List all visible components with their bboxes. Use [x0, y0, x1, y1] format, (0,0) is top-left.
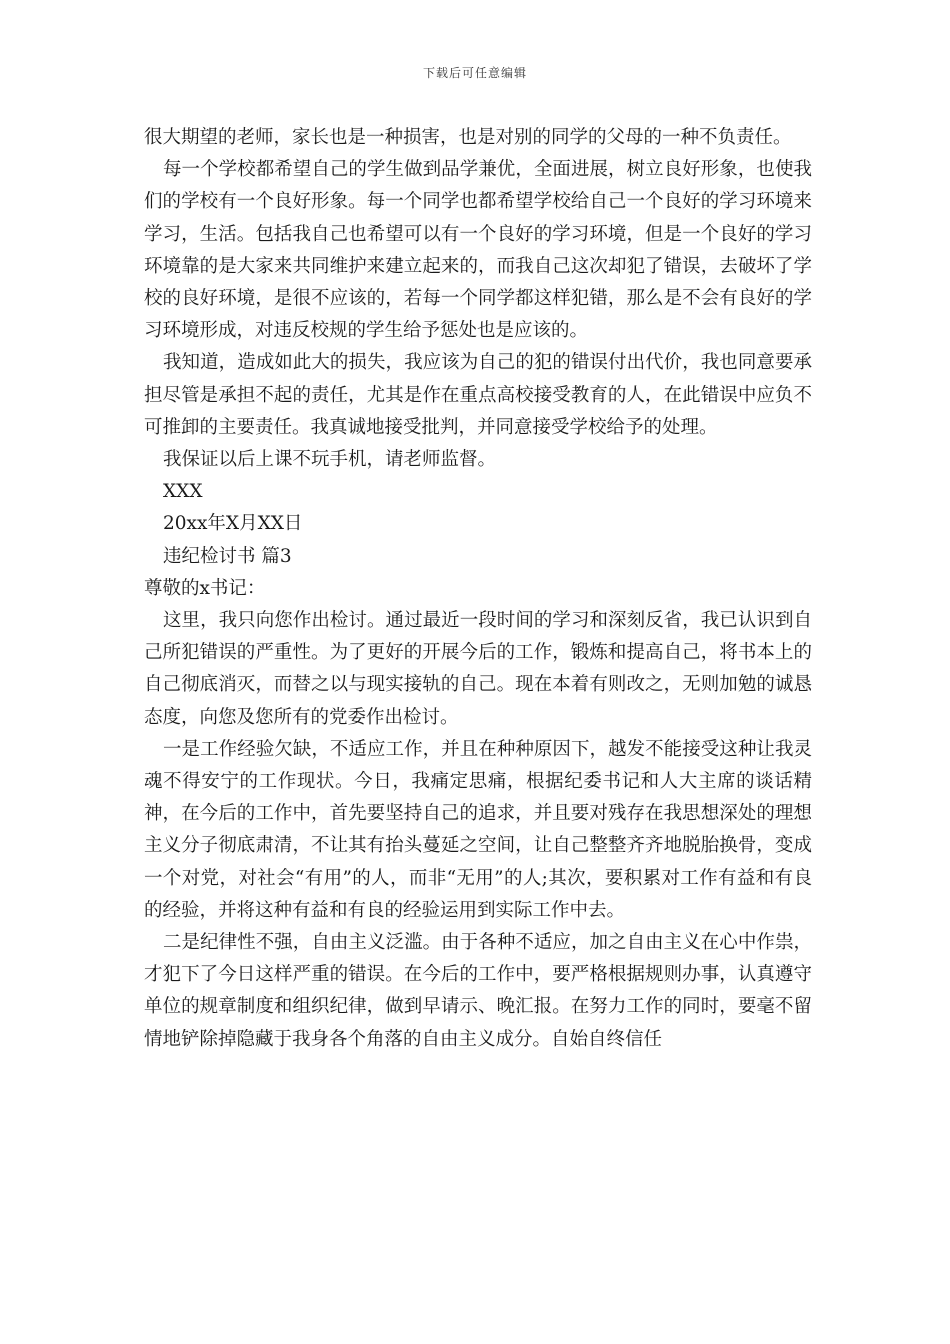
paragraph-5: 这里，我只向您作出检讨。通过最近一段时间的学习和深刻反省，我已认识到自己所犯错误的严重性。为了更好的开展今后的工作，锻炼和提高自己，将书本上的自己彻底消灭，而替之以与现实接轨的自己。现在本着有则改之，无则加勉的诚恳态度，向您及您所有的党委作出检讨。 [144, 610, 812, 728]
paragraph-3: 我知道，造成如此大的损失，我应该为自己的犯的错误付出代价，我也同意要承担尽管是承担不起的责任，尤其是作在重点高校接受教育的人，在此错误中应负不可推卸的主要责任。我真诚地接受批判，并同意接受学校给予的处理。 [144, 352, 812, 438]
paragraph-4: 我保证以后上课不玩手机，请老师监督。 [163, 449, 497, 471]
signature-date: 20xx年X月XX日 [163, 513, 303, 535]
section-title: 违纪检讨书 篇3 [163, 545, 292, 567]
paragraph-1: 很大期望的老师，家长也是一种损害，也是对别的同学的父母的一种不负责任。 [144, 127, 792, 148]
salutation: 尊敬的x书记： [144, 577, 266, 599]
paragraph-2: 每一个学校都希望自己的学生做到品学兼优，全面进展，树立良好形象，也使我们的学校有一个良好形象。每一个同学也都希望学校给自己一个良好的学习环境来学习，生活。包括我自己也希望可以有一个良好的学习环境，但是一个良好的学习环境靠的是大家来共同维护来建立起来的，而我自己这次却犯了错误，去破坏了学校的良好环境，是很不应该的，若每一个同学都这样犯错，那么是不会有良好的学习环境形成，对违反校规的学生给予惩处也是应该的。 [144, 159, 812, 342]
paragraph-6: 一是工作经验欠缺，不适应工作，并且在种种原因下，越发不能接受这种让我灵魂不得安宁的工作现状。今日，我痛定思痛，根据纪委书记和人大主席的谈话精神，在今后的工作中，首先要坚持自己的追求，并且要对残存在我思想深处的理想主义分子彻底肃清，不让其有抬头蔓延之空间，让自己整整齐齐地脱胎换骨，变成一个对党，对社会“有用”的人，而非“无用”的人;其次，要积累对工作有益和有良的经验，并将这种有益和有良的经验运用到实际工作中去。 [144, 738, 812, 921]
paragraph-7: 二是纪律性不强，自由主义泛滥。由于各种不适应，加之自由主义在心中作祟，才犯下了今日这样严重的错误。在今后的工作中，要严格根据规则办事，认真遵守单位的规章制度和组织纪律，做到早请示、晚汇报。在努力工作的同时，要毫不留情地铲除掉隐藏于我身各个角落的自由主义成分。自始自终信任 [144, 932, 812, 1050]
signature-name: XXX [163, 481, 203, 503]
page-header: 下载后可任意编辑 [422, 66, 527, 80]
document-body [144, 122, 812, 1056]
